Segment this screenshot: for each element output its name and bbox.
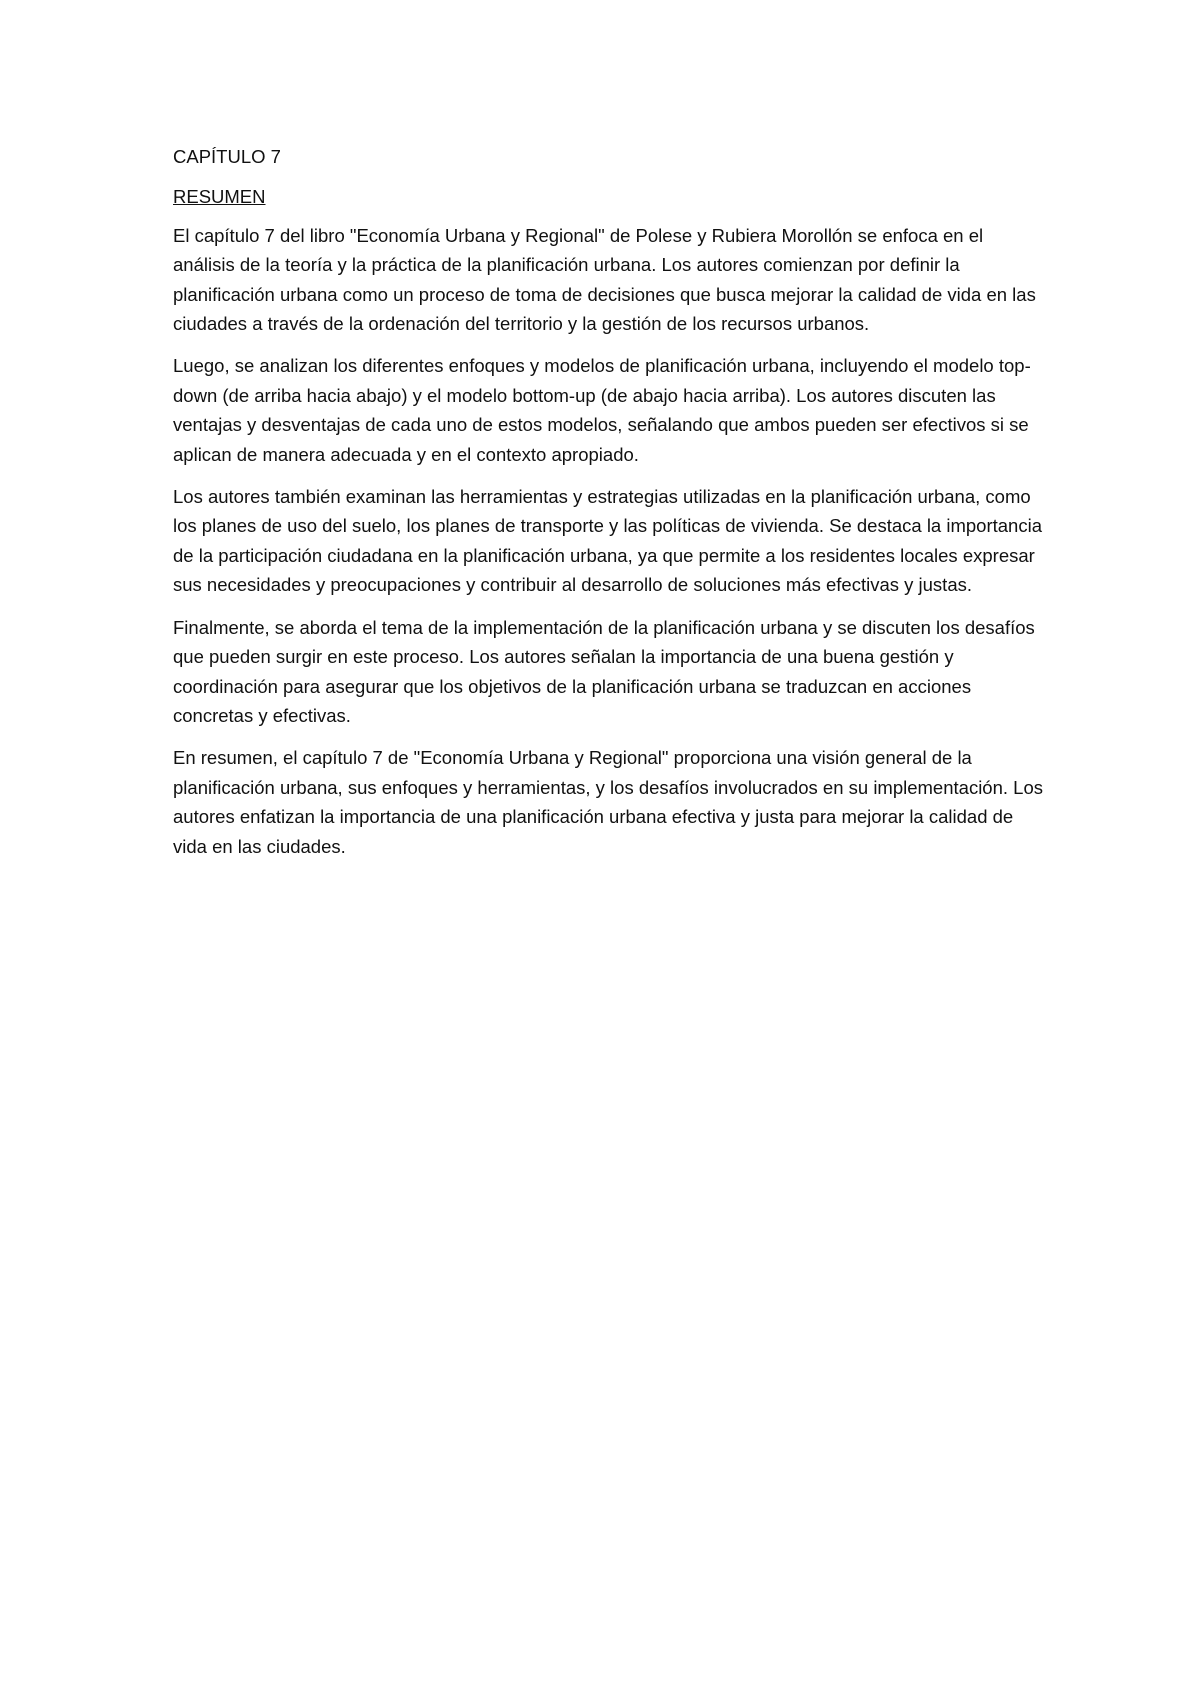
document-body [173,142,1043,874]
paragraph-5: En resumen, el capítulo 7 de "Economía Urbana y Regional" proporciona una visión general de la planificación urbana, sus enfoques y herramientas, y los desafíos involucrados en su implementación. Los autores enfatizan la importancia de una planificación urbana efectiva y justa para mejorar la calidad de vida en las ciudades. [173,747,1043,857]
paragraph-2: Luego, se analizan los diferentes enfoques y modelos de planificación urbana, incluyendo el modelo top-down (de arriba hacia abajo) y el modelo bottom-up (de abajo hacia arriba). Los autores discuten las ventajas y desventajas de cada uno de estos modelos, señalando que ambos pueden ser efectivos si se aplican de manera adecuada y en el contexto apropiado. [173,355,1031,465]
paragraph-4: Finalmente, se aborda el tema de la implementación de la planificación urbana y se discuten los desafíos que pueden surgir en este proceso. Los autores señalan la importancia de una buena gestión y coordinación para asegurar que los objetivos de la planificación urbana se traduzcan en acciones concretas y efectivas. [173,616,1035,726]
chapter-title: CAPÍTULO 7 [173,146,281,167]
paragraph-3: Los autores también examinan las herramientas y estrategias utilizadas en la planificación urbana, como los planes de uso del suelo, los planes de transporte y las políticas de vivienda. Se destaca la importancia de la participación ciudadana en la planificación urbana, ya que permite a los residentes locales expresar sus necesidades y preocupaciones y contribuir al desarrollo de soluciones más efectivas y justas. [173,486,1042,596]
section-title: RESUMEN [173,186,266,208]
paragraph-1: El capítulo 7 del libro "Economía Urbana y Regional" de Polese y Rubiera Morollón se enfoca en el análisis de la teoría y la práctica de la planificación urbana. Los autores comienzan por definir la planificación urbana como un proceso de toma de decisiones que busca mejorar la calidad de vida en las ciudades a través de la ordenación del territorio y la gestión de los recursos urbanos. [173,224,1036,335]
